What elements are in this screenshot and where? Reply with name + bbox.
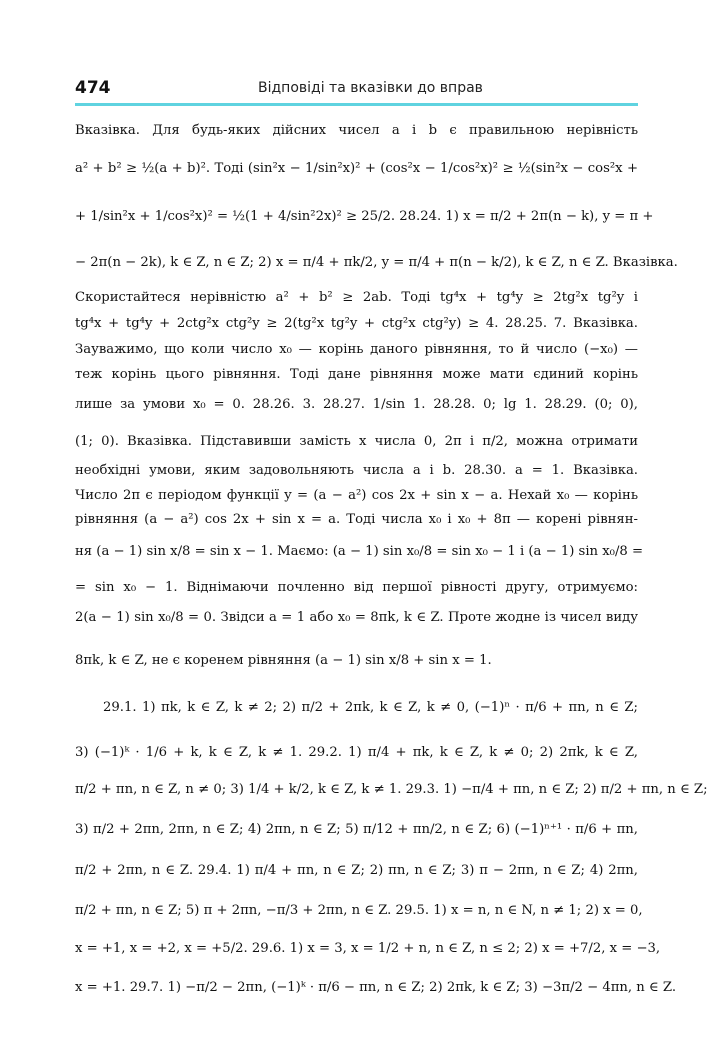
text-line: (1; 0). Вказівка. Підставивши замість x числа 0, 2π і π/2, можна отримати bbox=[75, 434, 638, 449]
text-line: 3) π/2 + 2πn, 2πn, n ∈ Z; 4) 2πn, n ∈ Z; 5) π/12 + πn/2, n ∈ Z; 6) (−1)ⁿ⁺¹ · π/6 + πn, bbox=[75, 822, 638, 837]
text-line: Зауважимо, що коли число x₀ — корінь даного рівняння, то й число (−x₀) — bbox=[75, 342, 638, 357]
text-line: x = +1. 29.7. 1) −π/2 − 2πn, (−1)ᵏ · π/6 − πn, n ∈ Z; 2) 2πk, k ∈ Z; 3) −3π/2 − 4πn, n ∈ Z. bbox=[75, 980, 677, 995]
text-line: tg⁴x + tg⁴y + 2ctg²x ctg²y ≥ 2(tg²x tg²y + ctg²x ctg²y) ≥ 4. 28.25. 7. Вказівка. bbox=[75, 316, 638, 331]
text-line: Скористайтеся нерівністю a² + b² ≥ 2ab. Тоді tg⁴x + tg⁴y ≥ 2tg²x tg²y і bbox=[75, 290, 638, 305]
page-number: 474 bbox=[75, 78, 111, 98]
page-header bbox=[75, 78, 638, 106]
text-line: = sin x₀ − 1. Віднімаючи почленно від першої рівності другу, отримуємо: bbox=[75, 580, 638, 595]
header-rule bbox=[75, 103, 638, 106]
text-line: Число 2π є періодом функції y = (a − a²) cos 2x + sin x − a. Нехай x₀ — корінь bbox=[75, 488, 638, 503]
text-line: + 1/sin²x + 1/cos²x)² = ½(1 + 4/sin²2x)² ≥ 25/2. 28.24. 1) x = π/2 + 2π(n − k), y = π + bbox=[75, 209, 654, 224]
running-title: Відповіді та вказівки до вправ bbox=[258, 80, 483, 96]
text-line: − 2π(n − 2k), k ∈ Z, n ∈ Z; 2) x = π/4 + πk/2, y = π/4 + π(n − k/2), k ∈ Z, n ∈ Z. Вказівка. bbox=[75, 255, 678, 270]
text-line: π/2 + πn, n ∈ Z, n ≠ 0; 3) 1/4 + k/2, k ∈ Z, k ≠ 1. 29.3. 1) −π/4 + πn, n ∈ Z; 2) π/2 + πn, n ∈ Z; bbox=[75, 782, 708, 797]
text-line: x = +1, x = +2, x = +5/2. 29.6. 1) x = 3, x = 1/2 + n, n ∈ Z, n ≤ 2; 2) x = +7/2, x = −3, bbox=[75, 941, 661, 956]
text-line: 3) (−1)ᵏ · 1/6 + k, k ∈ Z, k ≠ 1. 29.2. 1) π/4 + πk, k ∈ Z, k ≠ 0; 2) 2πk, k ∈ Z, bbox=[75, 745, 638, 760]
text-line: рівняння (a − a²) cos 2x + sin x = a. Тоді числа x₀ і x₀ + 8π — корені рівнян- bbox=[75, 512, 638, 527]
text-line: теж корінь цього рівняння. Тоді дане рівняння може мати єдиний корінь bbox=[75, 367, 638, 382]
text-line: a² + b² ≥ ½(a + b)². Тоді (sin²x − 1/sin²x)² + (cos²x − 1/cos²x)² ≥ ½(sin²x − cos²x + bbox=[75, 161, 638, 176]
text-line: 29.1. 1) πk, k ∈ Z, k ≠ 2; 2) π/2 + 2πk, k ∈ Z, k ≠ 0, (−1)ⁿ · π/6 + πn, n ∈ Z; bbox=[103, 700, 638, 715]
text-line: π/2 + πn, n ∈ Z; 5) π + 2πn, −π/3 + 2πn, n ∈ Z. 29.5. 1) x = n, n ∈ N, n ≠ 1; 2) x = 0, bbox=[75, 903, 643, 918]
text-line: ня (a − 1) sin x/8 = sin x − 1. Маємо: (a − 1) sin x₀/8 = sin x₀ − 1 і (a − 1) sin x₀/8 = bbox=[75, 544, 644, 559]
text-line: 8πk, k ∈ Z, не є коренем рівняння (a − 1) sin x/8 + sin x = 1. bbox=[75, 653, 492, 668]
text-line: Вказівка. Для будь-яких дійсних чисел a і b є правильною нерівність bbox=[75, 123, 638, 138]
text-line: 2(a − 1) sin x₀/8 = 0. Звідси a = 1 або x₀ = 8πk, k ∈ Z. Проте жодне із чисел виду bbox=[75, 610, 638, 625]
text-line: лише за умови x₀ = 0. 28.26. 3. 28.27. 1/sin 1. 28.28. 0; lg 1. 28.29. (0; 0), bbox=[75, 397, 638, 412]
text-line: необхідні умови, яким задовольняють числа a і b. 28.30. a = 1. Вказівка. bbox=[75, 463, 638, 478]
text-line: π/2 + 2πn, n ∈ Z. 29.4. 1) π/4 + πn, n ∈ Z; 2) πn, n ∈ Z; 3) π − 2πn, n ∈ Z; 4) 2πn, bbox=[75, 863, 638, 878]
